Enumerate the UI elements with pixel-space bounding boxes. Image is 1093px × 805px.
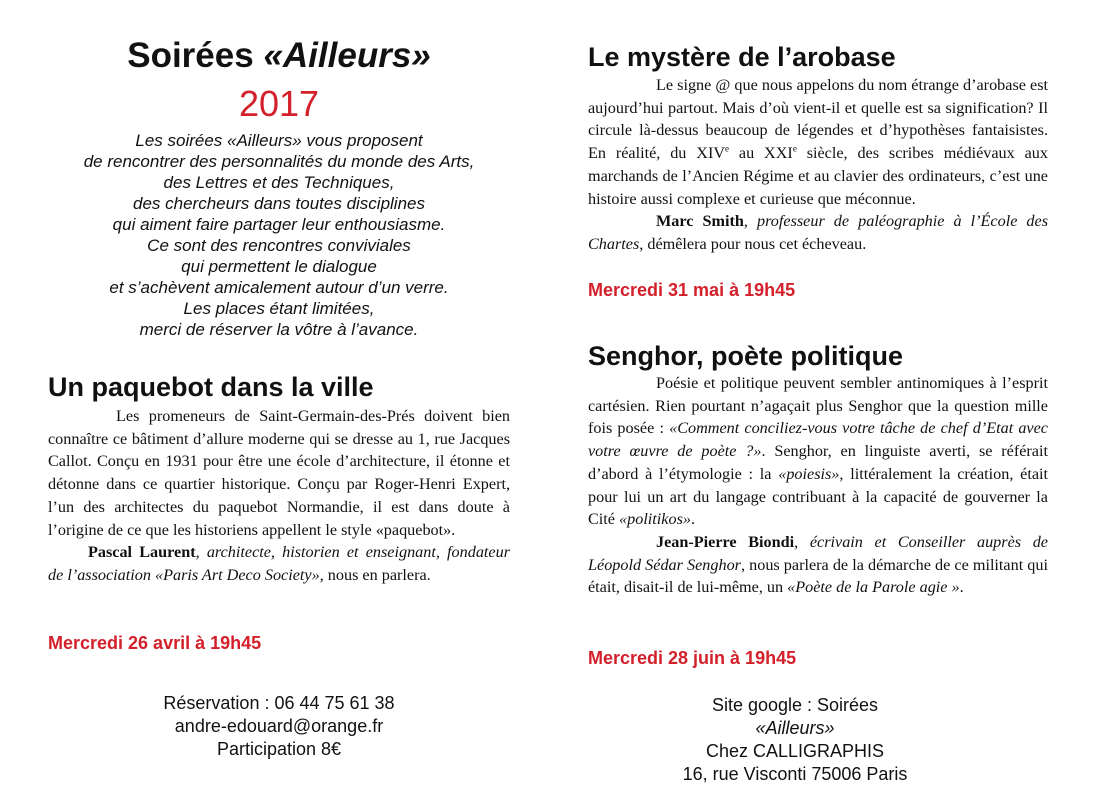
intro-line: merci de réserver la vôtre à l’avance. xyxy=(139,320,419,339)
event1-text: Les promeneurs de Saint-Germain-des-Prés doivent bien connaître ce bâtiment d’allure moderne qui se dresse au 1, rue Jacques Callot. Conçu en 1931 pour être une école d’architecture, il étonne et détonne dans ce quartier historique. Conçu par Roger-Henri Expert, l’un des architectes du paquebot Normandie, il est dans doute à l’origine de ce que les historiens appellent le style «paquebot». xyxy=(48,407,510,539)
intro-line: qui aiment faire partager leur enthousiasme. xyxy=(112,215,446,234)
event1-title: Un paquebot dans la ville xyxy=(48,372,374,402)
event3-speaker-quote: «Poète de la Parole agie » xyxy=(787,578,960,597)
event3-term-poiesis: «poiesis» xyxy=(778,464,840,483)
year: 2017 xyxy=(238,83,320,124)
event2-date: Mercredi 31 mai à 19h45 xyxy=(588,280,796,300)
event1-date: Mercredi 26 avril à 19h45 xyxy=(48,633,262,653)
intro-line: des chercheurs dans toutes disciplines xyxy=(133,194,425,213)
event2-speaker-name: Marc Smith xyxy=(656,212,744,231)
event3-text-b: . Senghor, en linguiste averti, se référait d’abord à l’étymologie : la xyxy=(588,442,1048,483)
event2-speaker-sep: , xyxy=(743,212,757,231)
event1-body xyxy=(48,405,510,587)
intro-line: Ce sont des rencontres conviviales xyxy=(147,236,411,255)
event2-sup-b: e xyxy=(792,143,797,154)
event3-speaker-name: Jean-Pierre Biondi xyxy=(656,532,795,551)
intro-line: qui permettent le dialogue xyxy=(181,257,377,276)
event2-title: Le mystère de l’arobase xyxy=(588,42,896,72)
event1-speaker-sep: , xyxy=(195,543,207,562)
event1-speaker-role: architecte, historien et enseignant, fondateur de l’association «Paris Art Deco Society» xyxy=(48,543,511,584)
intro-line: Les places étant limitées, xyxy=(183,299,375,318)
event3-speaker-mid: , nous parlera de la démarche de ce militant qui était, disait-il de lui-même, un xyxy=(588,555,1048,597)
event3-text-d: . xyxy=(690,510,696,529)
reservation-email: andre-edouard@orange.fr xyxy=(174,716,384,736)
participation-price: Participation 8€ xyxy=(216,739,342,759)
event3-quote: «Comment conciliez-vous votre tâche de chef d’Etat avec votre œuvre de poète ?» xyxy=(588,419,1048,461)
event3-date: Mercredi 28 juin à 19h45 xyxy=(588,648,797,668)
intro-line: des Lettres et des Techniques, xyxy=(163,173,395,192)
event3-term-politikos: «politikos» xyxy=(619,510,691,529)
event1-speaker-name: Pascal Laurent xyxy=(88,543,196,562)
event3-speaker-end: . xyxy=(959,578,964,597)
venue-site-prefix: Site google : Soirées xyxy=(711,695,879,715)
intro-line: et s’achèvent amicalement autour d’un verre. xyxy=(109,278,449,297)
event2-text-a: Le signe @ que nous appelons du nom étrange d’arobase est aujourd’hui partout. Mais d’où vient-il et quelle est sa signification? Il circule là-dessus beaucoup de légendes et d’hypothèses fantaisistes. En réalité, du XIV xyxy=(588,76,1048,163)
event2-text-b: au XXI xyxy=(729,144,793,163)
title-italic: «Ailleurs» xyxy=(263,36,431,75)
event3-body xyxy=(588,372,1048,599)
venue-info xyxy=(588,694,1002,786)
event3-text xyxy=(588,372,1048,531)
event3-speaker-role: écrivain et Conseiller auprès de Léopold Sédar Senghor xyxy=(588,532,1048,574)
venue-name: Chez CALLIGRAPHIS xyxy=(705,741,885,761)
event3-speaker xyxy=(588,531,1048,599)
intro-line: de rencontrer des personnalités du monde des Arts, xyxy=(83,152,475,171)
event2-text-c: siècle, des scribes médiévaux aux marchands de l’Ancien Régime et au clavier des ordinateurs, c’est une histoire aussi complexe et curieuse que méconnue. xyxy=(588,144,1048,208)
event3-text-c: , littéralement la création, était pour lui un art du langage contribuant à la capacité de gouverner la Cité xyxy=(588,464,1048,529)
event1-speaker-end: , nous en parlera. xyxy=(319,565,431,584)
title-prefix: Soirées xyxy=(127,36,264,75)
venue-site-italic: «Ailleurs» xyxy=(755,718,835,738)
event3-speaker-sep: , xyxy=(794,532,810,551)
event2-sup-a: e xyxy=(725,143,730,154)
reservation-phone: Réservation : 06 44 75 61 38 xyxy=(163,693,395,713)
reservation-info xyxy=(48,692,510,761)
event2-speaker-end: , démêlera pour nous cet écheveau. xyxy=(639,234,867,253)
event2-text xyxy=(588,74,1048,210)
venue-address: 16, rue Visconti 75006 Paris xyxy=(682,764,908,784)
event2-speaker xyxy=(588,210,1048,255)
main-title xyxy=(48,34,510,78)
event1-speaker xyxy=(48,541,510,586)
intro-line: Les soirées «Ailleurs» vous proposent xyxy=(135,131,423,150)
event2-body xyxy=(588,74,1048,256)
venue-site xyxy=(588,694,1002,740)
intro-text xyxy=(48,130,510,340)
event3-title: Senghor, poète politique xyxy=(588,341,904,371)
event3-text-a: Poésie et politique peuvent sembler antinomiques à l’esprit cartésien. Rien pourtant n’agaçait plus Senghor que la question mille fois posée : xyxy=(588,374,1048,438)
event2-speaker-role: professeur de paléographie à l’École des Chartes xyxy=(588,212,1049,253)
